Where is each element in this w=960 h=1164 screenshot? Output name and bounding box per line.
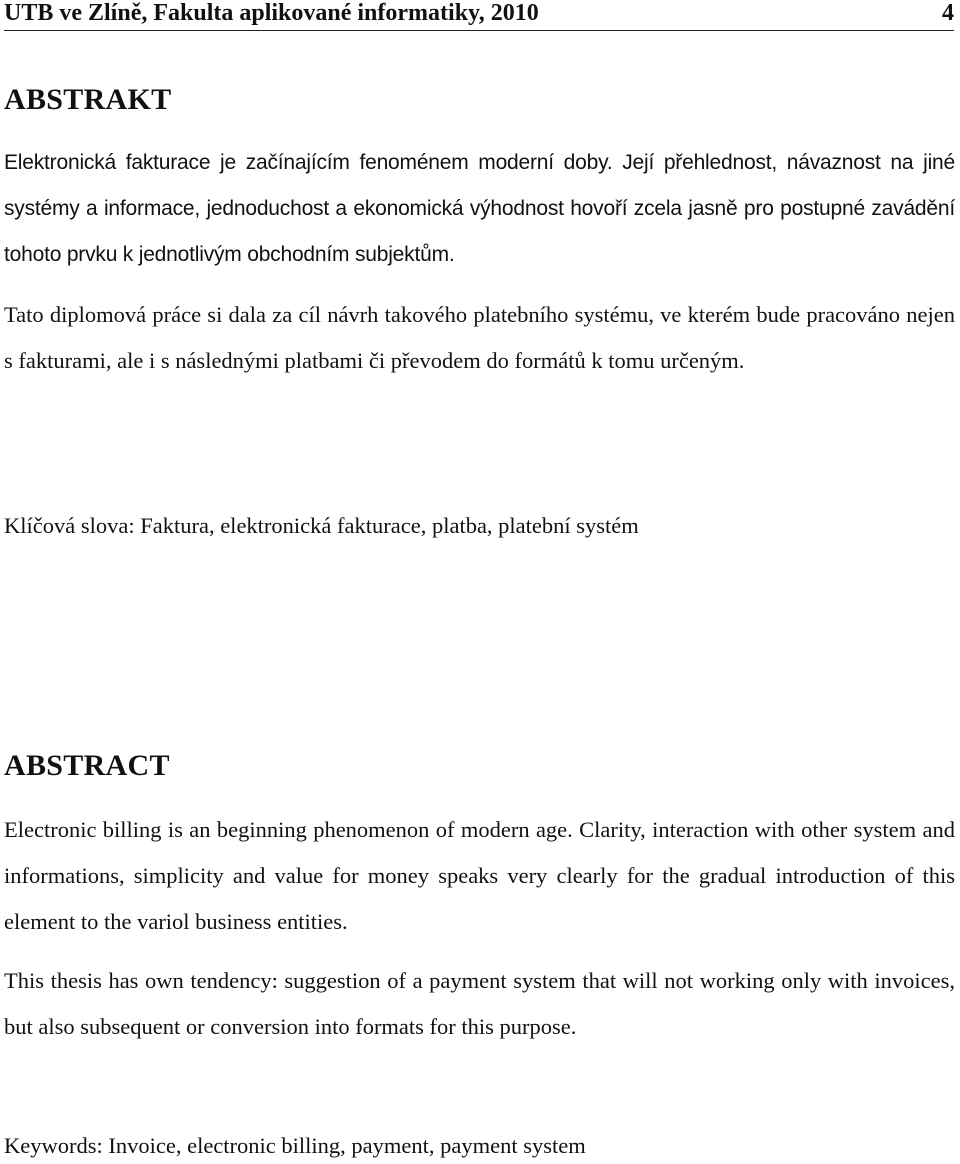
heading-abstract: ABSTRACT xyxy=(4,749,170,782)
abstrakt-paragraph-1: Elektronická fakturace je začínajícím fenoménem moderní doby. Její přehlednost, návaznost na jiné systémy a informace, jednoduchost a ekonomická výhodnost hovoří zcela jasně pro postupné zavádění tohoto prvku k jednotlivým obchodním subjektům. xyxy=(4,151,955,266)
abstract-paragraph-1: Electronic billing is an beginning phenomenon of modern age. Clarity, interaction with other system and informations, simplicity and value for money speaks very clearly for the gradual introduction of this element to the variol business entities. xyxy=(4,817,955,934)
abstract-paragraph-2: This thesis has own tendency: suggestion of a payment system that will not working only with invoices, but also subsequent or conversion into formats for this purpose. xyxy=(4,968,955,1039)
header-page-number: 4 xyxy=(942,0,954,26)
heading-abstrakt: ABSTRAKT xyxy=(4,83,172,116)
english-keywords: Keywords: Invoice, electronic billing, payment, payment system xyxy=(4,1133,586,1158)
running-header xyxy=(4,0,954,31)
czech-keywords: Klíčová slova: Faktura, elektronická fakturace, platba, platební systém xyxy=(4,513,639,538)
header-institution: UTB ve Zlíně, Fakulta aplikované informatiky, 2010 xyxy=(4,0,539,26)
abstrakt-paragraph-2: Tato diplomová práce si dala za cíl návrh takového platebního systému, ve kterém bude pracováno nejen s fakturami, ale i s následnými platbami či převodem do formátů k tomu určeným. xyxy=(4,302,955,373)
